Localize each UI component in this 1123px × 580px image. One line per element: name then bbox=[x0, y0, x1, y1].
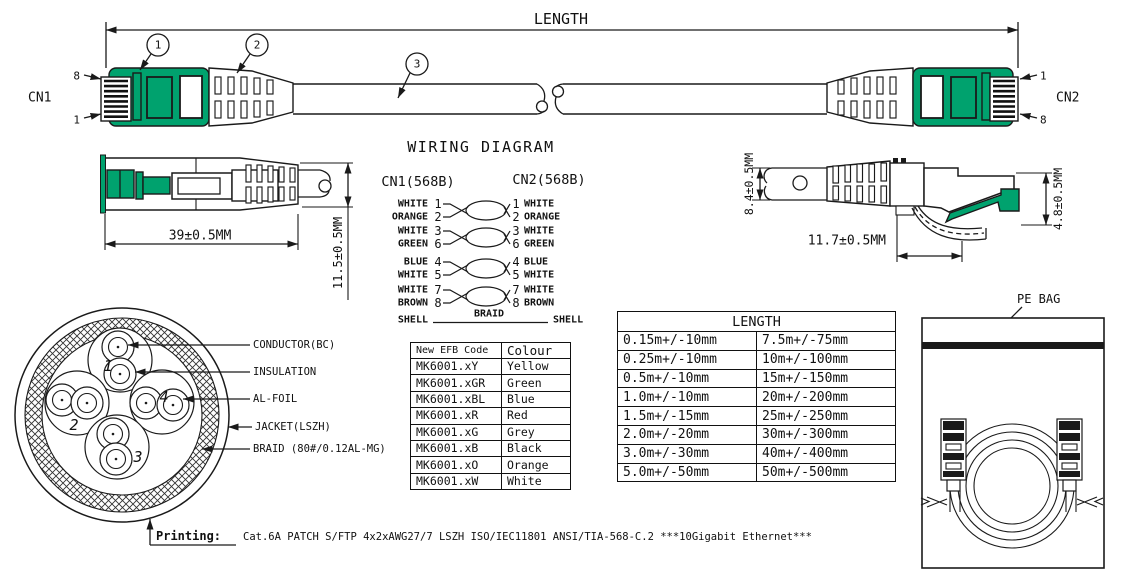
cable-run bbox=[293, 84, 827, 114]
table-cell: Black bbox=[502, 440, 571, 456]
table-cell: 20m+/-200mm bbox=[757, 388, 896, 407]
table-row bbox=[618, 444, 896, 463]
cable-cross-section bbox=[15, 308, 386, 522]
printing-label: Printing: bbox=[156, 529, 222, 543]
cn1-label: CN1 bbox=[28, 90, 52, 106]
table-cell: 10m+/-100mm bbox=[757, 350, 896, 369]
insulation-label: INSULATION bbox=[253, 366, 317, 378]
pin8-label-right: 8 bbox=[1040, 113, 1047, 127]
wire-color-left: WHITE bbox=[397, 198, 428, 210]
table-cell: 2.0m+/-20mm bbox=[618, 425, 757, 444]
length-table-title: LENGTH bbox=[618, 312, 896, 332]
plug-length-dimension: 39±0.5MM bbox=[168, 228, 232, 244]
table-cell: 3.0m+/-30mm bbox=[618, 444, 757, 463]
efb-code-table bbox=[410, 342, 571, 490]
wire-pin-left: 5 bbox=[434, 268, 442, 282]
wiring-rows bbox=[392, 197, 560, 310]
table-cell: Yellow bbox=[502, 359, 571, 375]
wire-pin-left: 1 bbox=[434, 197, 442, 211]
braid-label: BRAID bbox=[473, 308, 505, 320]
wire-pin-right: 1 bbox=[512, 197, 520, 211]
wire-color-left: BLUE bbox=[403, 256, 428, 268]
table-cell: 30m+/-300mm bbox=[757, 425, 896, 444]
table-cell: 5.0m+/-50mm bbox=[618, 463, 757, 482]
pair-number-1: 1 bbox=[103, 357, 113, 375]
pair-number-3: 3 bbox=[133, 448, 143, 466]
strain-relief-boot-left bbox=[209, 68, 293, 126]
wire-color-right: WHITE bbox=[524, 225, 555, 237]
wire-pin-right: 4 bbox=[512, 255, 520, 269]
twisted-pair-symbols bbox=[443, 201, 510, 306]
table-row bbox=[618, 425, 896, 444]
wire-color-right: WHITE bbox=[524, 198, 555, 210]
table-cell: 15m+/-150mm bbox=[757, 369, 896, 388]
table-row bbox=[618, 332, 896, 351]
table-row bbox=[411, 424, 571, 440]
callout-2 bbox=[237, 34, 268, 73]
wire-color-left: WHITE bbox=[397, 269, 428, 281]
cn2-label: CN2 bbox=[1056, 90, 1080, 106]
table-cell: 50m+/-500mm bbox=[757, 463, 896, 482]
wire-pin-left: 2 bbox=[434, 210, 442, 224]
table-cell: White bbox=[502, 473, 571, 489]
wire-color-left: WHITE bbox=[397, 284, 428, 296]
table-cell: MK6001.xGR bbox=[411, 375, 502, 391]
printing-text: Cat.6A PATCH S/FTP 4x2xAWG27/7 LSZH ISO/IEC11801 ANSI/TIA-568-C.2 ***10Gigabit Ethernet*** bbox=[243, 531, 812, 543]
wire-pin-right: 2 bbox=[512, 210, 520, 224]
wire-pin-right: 6 bbox=[512, 237, 520, 251]
wire-color-right: GREEN bbox=[524, 238, 555, 250]
svg-text:1: 1 bbox=[154, 38, 162, 52]
plug-side-views bbox=[742, 153, 1065, 262]
table-cell: 1.0m+/-10mm bbox=[618, 388, 757, 407]
jacket-label: JACKET(LSZH) bbox=[255, 421, 331, 433]
table-row bbox=[618, 463, 896, 482]
svg-text:2: 2 bbox=[253, 38, 261, 52]
callout-1 bbox=[140, 34, 169, 70]
table-cell: 0.5m+/-10mm bbox=[618, 369, 757, 388]
callout-3 bbox=[398, 53, 428, 98]
wire-pin-left: 3 bbox=[434, 224, 442, 238]
wire-color-right: WHITE bbox=[524, 284, 555, 296]
table-cell: 40m+/-400mm bbox=[757, 444, 896, 463]
table-cell: MK6001.xR bbox=[411, 408, 502, 424]
wire-pin-left: 8 bbox=[434, 296, 442, 310]
al-foil-label: AL-FOIL bbox=[253, 393, 298, 405]
wiring-diagram bbox=[381, 138, 585, 326]
printing-note bbox=[150, 519, 812, 545]
table-row bbox=[411, 408, 571, 424]
pair-number-4: 4 bbox=[159, 388, 169, 406]
table-cell: Blue bbox=[502, 391, 571, 407]
pin1-label-left: 1 bbox=[73, 113, 80, 127]
wire-color-left: ORANGE bbox=[391, 211, 428, 223]
length-dimension-label: LENGTH bbox=[533, 10, 589, 28]
table-cell: MK6001.xO bbox=[411, 457, 502, 473]
table-header-row bbox=[411, 343, 571, 359]
cable-od-dimension: 8.4±0.5MM bbox=[742, 152, 756, 216]
wire-color-right: BLUE bbox=[524, 256, 549, 268]
table-cell: 1.5m+/-15mm bbox=[618, 407, 757, 426]
wire-color-left: BROWN bbox=[397, 297, 428, 309]
svg-text:3: 3 bbox=[413, 57, 421, 71]
table-cell: MK6001.xW bbox=[411, 473, 502, 489]
pair-number-2: 2 bbox=[69, 416, 79, 434]
wire-color-right: WHITE bbox=[524, 269, 555, 281]
code-column-header: New EFB Code bbox=[411, 343, 502, 359]
table-cell: 7.5m+/-75mm bbox=[757, 332, 896, 351]
shell-label-left: SHELL bbox=[397, 314, 428, 326]
table-header-row bbox=[618, 312, 896, 332]
table-cell: 25m+/-250mm bbox=[757, 407, 896, 426]
boot-length-dimension: 11.7±0.5MM bbox=[807, 233, 886, 249]
table-row bbox=[411, 391, 571, 407]
braid-material-label: BRAID (80#/0.12AL-MG) bbox=[253, 443, 386, 455]
table-cell: MK6001.xY bbox=[411, 359, 502, 375]
shell-label-right: SHELL bbox=[553, 314, 584, 326]
wire-pin-right: 7 bbox=[512, 283, 520, 297]
conductor-label: CONDUCTOR(BC) bbox=[253, 339, 336, 351]
table-row bbox=[618, 350, 896, 369]
connector-cn1 bbox=[101, 68, 293, 126]
plug-top-view bbox=[101, 155, 354, 300]
pe-bag-drawing bbox=[921, 292, 1104, 568]
wire-pin-left: 4 bbox=[434, 255, 442, 269]
table-row bbox=[411, 457, 571, 473]
table-row bbox=[618, 407, 896, 426]
wire-pin-left: 6 bbox=[434, 237, 442, 251]
latch-height-dimension: 4.8±0.5MM bbox=[1051, 167, 1065, 231]
wire-color-right: BROWN bbox=[524, 297, 555, 309]
table-row bbox=[618, 369, 896, 388]
table-row bbox=[618, 388, 896, 407]
bag-seal-strip bbox=[922, 342, 1104, 349]
cable-assembly-view bbox=[28, 10, 1079, 127]
wire-pin-right: 3 bbox=[512, 224, 520, 238]
table-cell: Grey bbox=[502, 424, 571, 440]
table-cell: Orange bbox=[502, 457, 571, 473]
wire-pin-right: 5 bbox=[512, 268, 520, 282]
table-row bbox=[411, 359, 571, 375]
cn2-header: CN2(568B) bbox=[512, 172, 586, 188]
plug-height-dimension: 11.5±0.5MM bbox=[331, 216, 345, 290]
table-row bbox=[411, 440, 571, 456]
table-cell: Red bbox=[502, 408, 571, 424]
table-cell: MK6001.xB bbox=[411, 440, 502, 456]
connector-cn2 bbox=[827, 68, 1018, 126]
pin1-label-right: 1 bbox=[1040, 69, 1047, 83]
table-cell: Green bbox=[502, 375, 571, 391]
table-row bbox=[411, 375, 571, 391]
wiring-title: WIRING DIAGRAM bbox=[407, 138, 555, 156]
pe-bag-label: PE BAG bbox=[1017, 292, 1061, 306]
table-row bbox=[411, 473, 571, 489]
table-cell: 0.25m+/-10mm bbox=[618, 350, 757, 369]
cn1-header: CN1(568B) bbox=[381, 174, 455, 190]
wire-color-left: WHITE bbox=[397, 225, 428, 237]
wire-pin-left: 7 bbox=[434, 283, 442, 297]
table-cell: MK6001.xG bbox=[411, 424, 502, 440]
pin8-label-left: 8 bbox=[73, 69, 80, 83]
colour-column-header: Colour bbox=[502, 343, 571, 359]
table-cell: MK6001.xBL bbox=[411, 391, 502, 407]
table-cell: 0.15m+/-10mm bbox=[618, 332, 757, 351]
wire-color-right: ORANGE bbox=[524, 211, 561, 223]
length-options-table bbox=[617, 311, 896, 482]
wire-color-left: GREEN bbox=[397, 238, 428, 250]
wire-pin-right: 8 bbox=[512, 296, 520, 310]
